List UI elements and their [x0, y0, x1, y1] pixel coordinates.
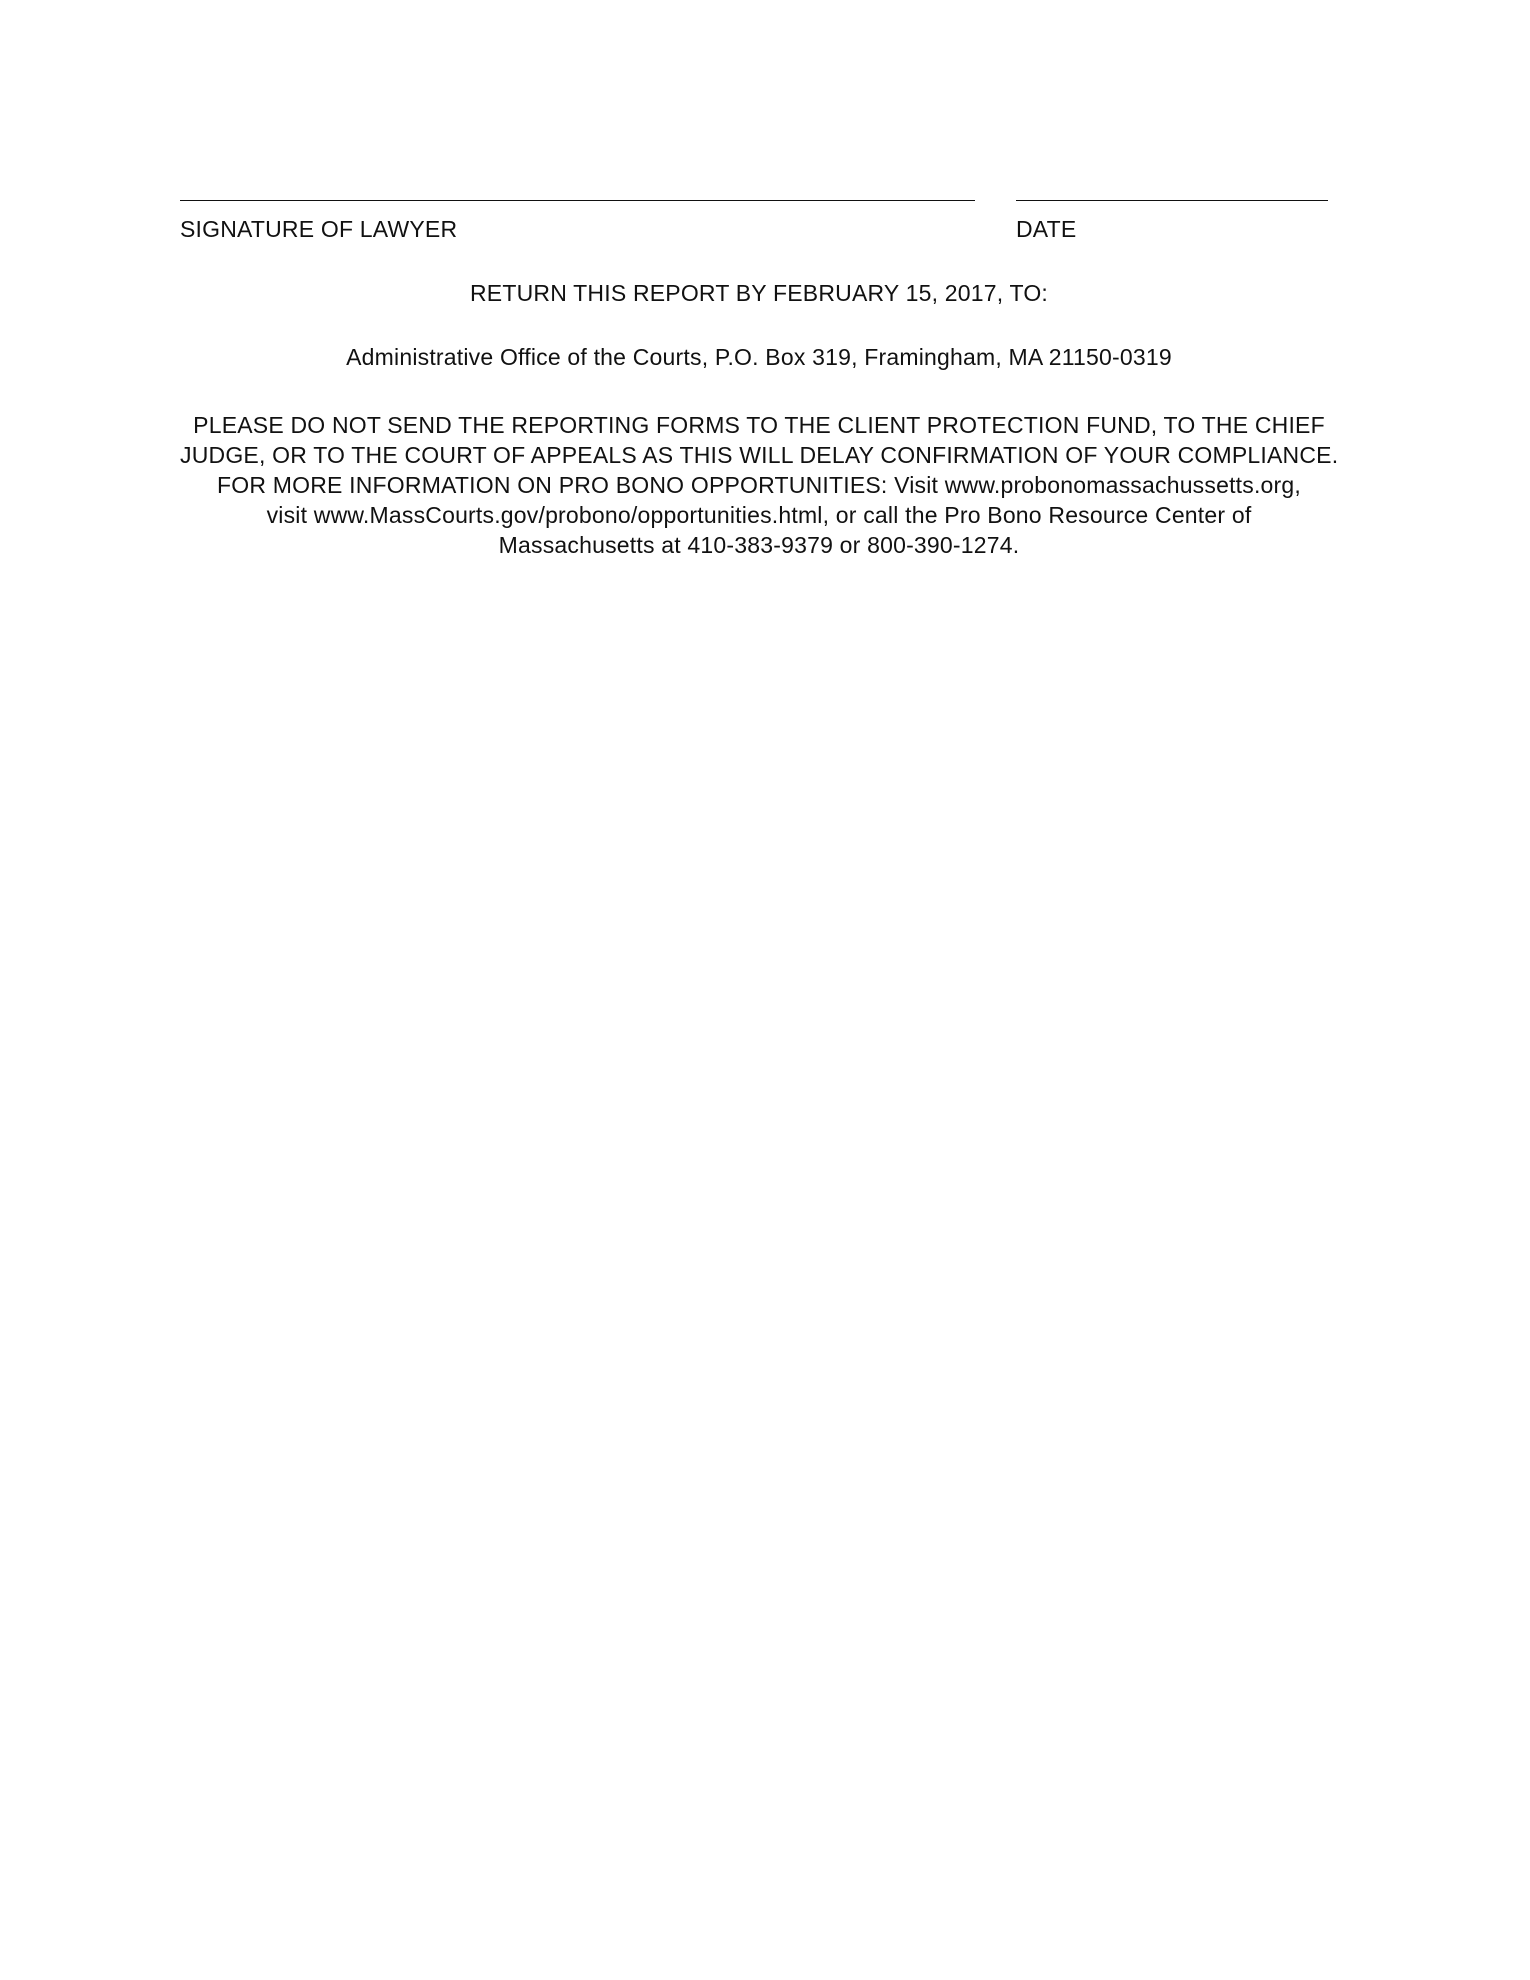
- notice-line: Massachusetts at 410-383-9379 or 800-390-1274.: [498, 532, 1020, 558]
- return-address: Administrative Office of the Courts, P.O. Box 319, Framingham, MA 21150-0319: [346, 344, 1172, 370]
- date-label: DATE: [1016, 216, 1077, 242]
- notice-line: JUDGE, OR TO THE COURT OF APPEALS AS THIS WILL DELAY CONFIRMATION OF YOUR COMPLIANCE.: [180, 442, 1339, 468]
- return-instruction: RETURN THIS REPORT BY FEBRUARY 15, 2017, TO:: [469, 280, 1049, 306]
- compliance-notice: [180, 410, 1338, 560]
- notice-line: PLEASE DO NOT SEND THE REPORTING FORMS TO THE CLIENT PROTECTION FUND, TO THE CHIEF: [193, 412, 1325, 438]
- signature-block: [180, 200, 1338, 260]
- notice-line: FOR MORE INFORMATION ON PRO BONO OPPORTUNITIES: Visit www.probonomassachussetts.org,: [217, 472, 1301, 498]
- signature-line: [180, 200, 975, 201]
- notice-line: visit www.MassCourts.gov/probono/opportunities.html, or call the Pro Bono Resource Center of: [266, 502, 1252, 528]
- date-line: [1016, 200, 1328, 201]
- signature-label: SIGNATURE OF LAWYER: [180, 216, 458, 242]
